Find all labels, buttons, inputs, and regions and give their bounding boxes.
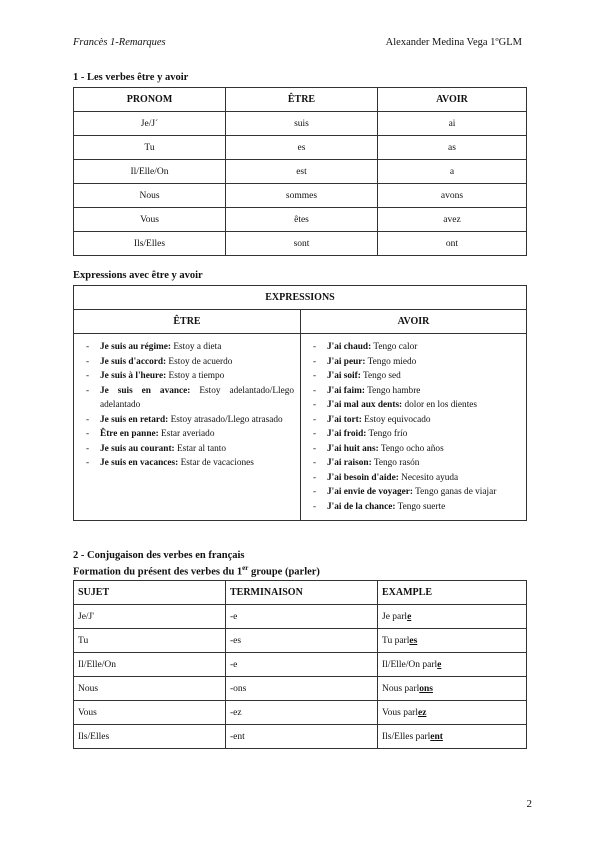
table-cell: Il/Elle/On xyxy=(74,160,226,184)
terminaison-cell: -e xyxy=(226,653,378,677)
column-header: ÊTRE xyxy=(226,88,378,112)
expression-fr: J'ai raison: xyxy=(327,458,372,468)
example-cell xyxy=(378,701,527,725)
table-cell: ont xyxy=(378,232,527,256)
expression-translation: Estar averiado xyxy=(158,429,215,439)
expression-fr: Je suis en retard: xyxy=(100,414,169,425)
table-cell: Tu xyxy=(74,136,226,160)
table-cell: Nous xyxy=(74,184,226,208)
column-header: SUJET xyxy=(74,581,226,605)
column-header: EXAMPLE xyxy=(378,581,527,605)
table-row xyxy=(74,653,527,677)
list-item xyxy=(307,340,520,355)
expression-translation: Estoy a tiempo xyxy=(166,371,225,381)
expression-fr: Je suis d'accord: xyxy=(100,356,167,367)
table-row xyxy=(74,208,527,232)
list-item xyxy=(307,456,520,471)
terminaison-cell: -es xyxy=(226,629,378,653)
etre-expression-list xyxy=(80,340,294,471)
example-stem: Nous parl xyxy=(382,683,420,694)
table-cell: as xyxy=(378,136,527,160)
list-item xyxy=(307,471,520,486)
header-left: Francès 1-Remarques xyxy=(73,37,166,48)
table-row xyxy=(74,701,527,725)
expression-fr: J'ai tort: xyxy=(327,414,362,425)
expression-translation: Tengo calor xyxy=(371,342,418,352)
list-item xyxy=(80,456,294,471)
table-cell: es xyxy=(226,136,378,160)
list-item xyxy=(307,384,520,399)
expression-translation: Tengo suerte xyxy=(395,501,446,512)
expression-fr: J'ai besoin d'aide: xyxy=(327,472,399,483)
table-cell: avons xyxy=(378,184,527,208)
table-row xyxy=(74,184,527,208)
table-row xyxy=(74,677,527,701)
terminaison-cell: -e xyxy=(226,605,378,629)
list-item xyxy=(80,413,294,428)
expression-fr: Je suis au régime: xyxy=(100,342,172,352)
column-header-avoir: AVOIR xyxy=(301,310,527,334)
column-header: TERMINAISON xyxy=(226,581,378,605)
expression-translation: dolor en los dientes xyxy=(402,400,478,410)
etre-avoir-table xyxy=(73,87,527,256)
expression-translation: Estar de vacaciones xyxy=(178,458,254,468)
etre-expressions-cell xyxy=(74,334,301,521)
expression-fr: Je suis au courant: xyxy=(100,443,175,454)
expressions-table-title: EXPRESSIONS xyxy=(74,286,527,310)
sujet-cell: Ils/Elles xyxy=(74,725,226,749)
header-right: Alexander Medina Vega 1ºGLM xyxy=(385,37,522,48)
expression-translation: Estar al tanto xyxy=(174,443,227,454)
table-cell: a xyxy=(378,160,527,184)
expression-translation: Estoy a dieta xyxy=(171,342,222,352)
expression-translation: Tengo hambre xyxy=(364,385,421,396)
expression-fr: Je suis à l'heure: xyxy=(100,371,167,381)
section2-title: 2 - Conjugaison des verbes en français xyxy=(73,550,245,561)
example-cell xyxy=(378,605,527,629)
expression-fr: J'ai huit ans: xyxy=(327,443,379,454)
expressions-table xyxy=(73,285,527,521)
sujet-cell: Il/Elle/On xyxy=(74,653,226,677)
sujet-cell: Vous xyxy=(74,701,226,725)
list-item xyxy=(307,398,520,413)
table-cell: ai xyxy=(378,112,527,136)
list-item xyxy=(307,485,520,500)
example-cell xyxy=(378,629,527,653)
expression-translation: Tengo frío xyxy=(366,429,408,439)
table-row xyxy=(74,725,527,749)
expression-fr: J'ai envie de voyager: xyxy=(327,487,413,497)
example-ending: e xyxy=(437,659,442,670)
table-cell: suis xyxy=(226,112,378,136)
page-number: 2 xyxy=(526,798,532,810)
example-cell xyxy=(378,653,527,677)
expression-translation: Estoy equivocado xyxy=(361,414,431,425)
table-cell: avez xyxy=(378,208,527,232)
terminaison-cell: -ent xyxy=(226,725,378,749)
example-cell xyxy=(378,677,527,701)
example-ending: ez xyxy=(417,707,427,718)
example-stem: Tu parl xyxy=(382,635,410,646)
expression-fr: J'ai froid: xyxy=(327,429,367,439)
table-row xyxy=(74,629,527,653)
expression-translation: Necesito ayuda xyxy=(398,472,459,483)
example-cell xyxy=(378,725,527,749)
expression-translation: Estoy adelantado/Llego adelantado xyxy=(100,385,295,410)
list-item xyxy=(80,369,294,384)
expression-translation: Tengo ganas de viajar xyxy=(412,487,497,497)
sujet-cell: Nous xyxy=(74,677,226,701)
expression-translation: Tengo sed xyxy=(360,371,401,381)
column-header: AVOIR xyxy=(378,88,527,112)
table-cell: sont xyxy=(226,232,378,256)
expression-fr: J'ai soif: xyxy=(327,371,361,381)
list-item xyxy=(80,384,294,413)
expression-fr: J'ai mal aux dents: xyxy=(327,400,403,410)
expression-translation: Tengo rasón xyxy=(371,458,420,468)
list-item xyxy=(80,442,294,457)
table-header-row xyxy=(74,581,527,605)
avoir-expression-list xyxy=(307,340,520,514)
sujet-cell: Tu xyxy=(74,629,226,653)
table-row xyxy=(74,112,527,136)
list-item xyxy=(80,340,294,355)
example-stem: Ils/Elles parl xyxy=(382,731,431,742)
conjugation-table xyxy=(73,580,527,749)
expression-fr: J'ai faim: xyxy=(327,385,365,396)
expression-fr: Être en panne: xyxy=(100,429,159,439)
table-cell: est xyxy=(226,160,378,184)
table-cell: Vous xyxy=(74,208,226,232)
terminaison-cell: -ons xyxy=(226,677,378,701)
example-ending: ent xyxy=(430,731,443,742)
expression-fr: J'ai peur: xyxy=(327,356,366,367)
avoir-expressions-cell xyxy=(301,334,527,521)
column-header-etre: ÊTRE xyxy=(74,310,301,334)
example-ending: e xyxy=(407,611,412,622)
table-row xyxy=(74,136,527,160)
list-item xyxy=(307,369,520,384)
column-header: PRONOM xyxy=(74,88,226,112)
expression-translation: Estoy atrasado/Llego atrasado xyxy=(168,414,283,425)
list-item xyxy=(307,355,520,370)
terminaison-cell: -ez xyxy=(226,701,378,725)
table-row xyxy=(74,232,527,256)
table-cell: Je/J´ xyxy=(74,112,226,136)
expression-fr: J'ai de la chance: xyxy=(327,501,396,512)
example-stem: Je parl xyxy=(382,611,408,622)
expression-fr: J'ai chaud: xyxy=(327,342,372,352)
list-item xyxy=(307,413,520,428)
list-item xyxy=(80,355,294,370)
expression-fr: Je suis en avance: xyxy=(100,385,191,396)
table-cell: êtes xyxy=(226,208,378,232)
list-item xyxy=(307,442,520,457)
sujet-cell: Je/J' xyxy=(74,605,226,629)
section2-subtitle: Formation du présent des verbes du 1er groupe (parler) xyxy=(73,564,320,578)
example-stem: Il/Elle/On parl xyxy=(382,659,438,670)
list-item xyxy=(80,427,294,442)
expression-fr: Je suis en vacances: xyxy=(100,458,179,468)
list-item xyxy=(307,500,520,515)
table-row xyxy=(74,160,527,184)
expression-translation: Estoy de acuerdo xyxy=(166,356,233,367)
table-header-row xyxy=(74,88,527,112)
table-cell: Ils/Elles xyxy=(74,232,226,256)
example-ending: ons xyxy=(419,683,433,694)
example-ending: es xyxy=(409,635,418,646)
section1-title: 1 - Les verbes être y avoir xyxy=(73,72,189,83)
expression-translation: Tengo ocho años xyxy=(378,443,444,454)
expression-translation: Tengo miedo xyxy=(365,356,417,367)
list-item xyxy=(307,427,520,442)
table-cell: sommes xyxy=(226,184,378,208)
example-stem: Vous parl xyxy=(382,707,418,718)
table-row xyxy=(74,605,527,629)
expressions-title: Expressions avec être y avoir xyxy=(73,270,203,281)
